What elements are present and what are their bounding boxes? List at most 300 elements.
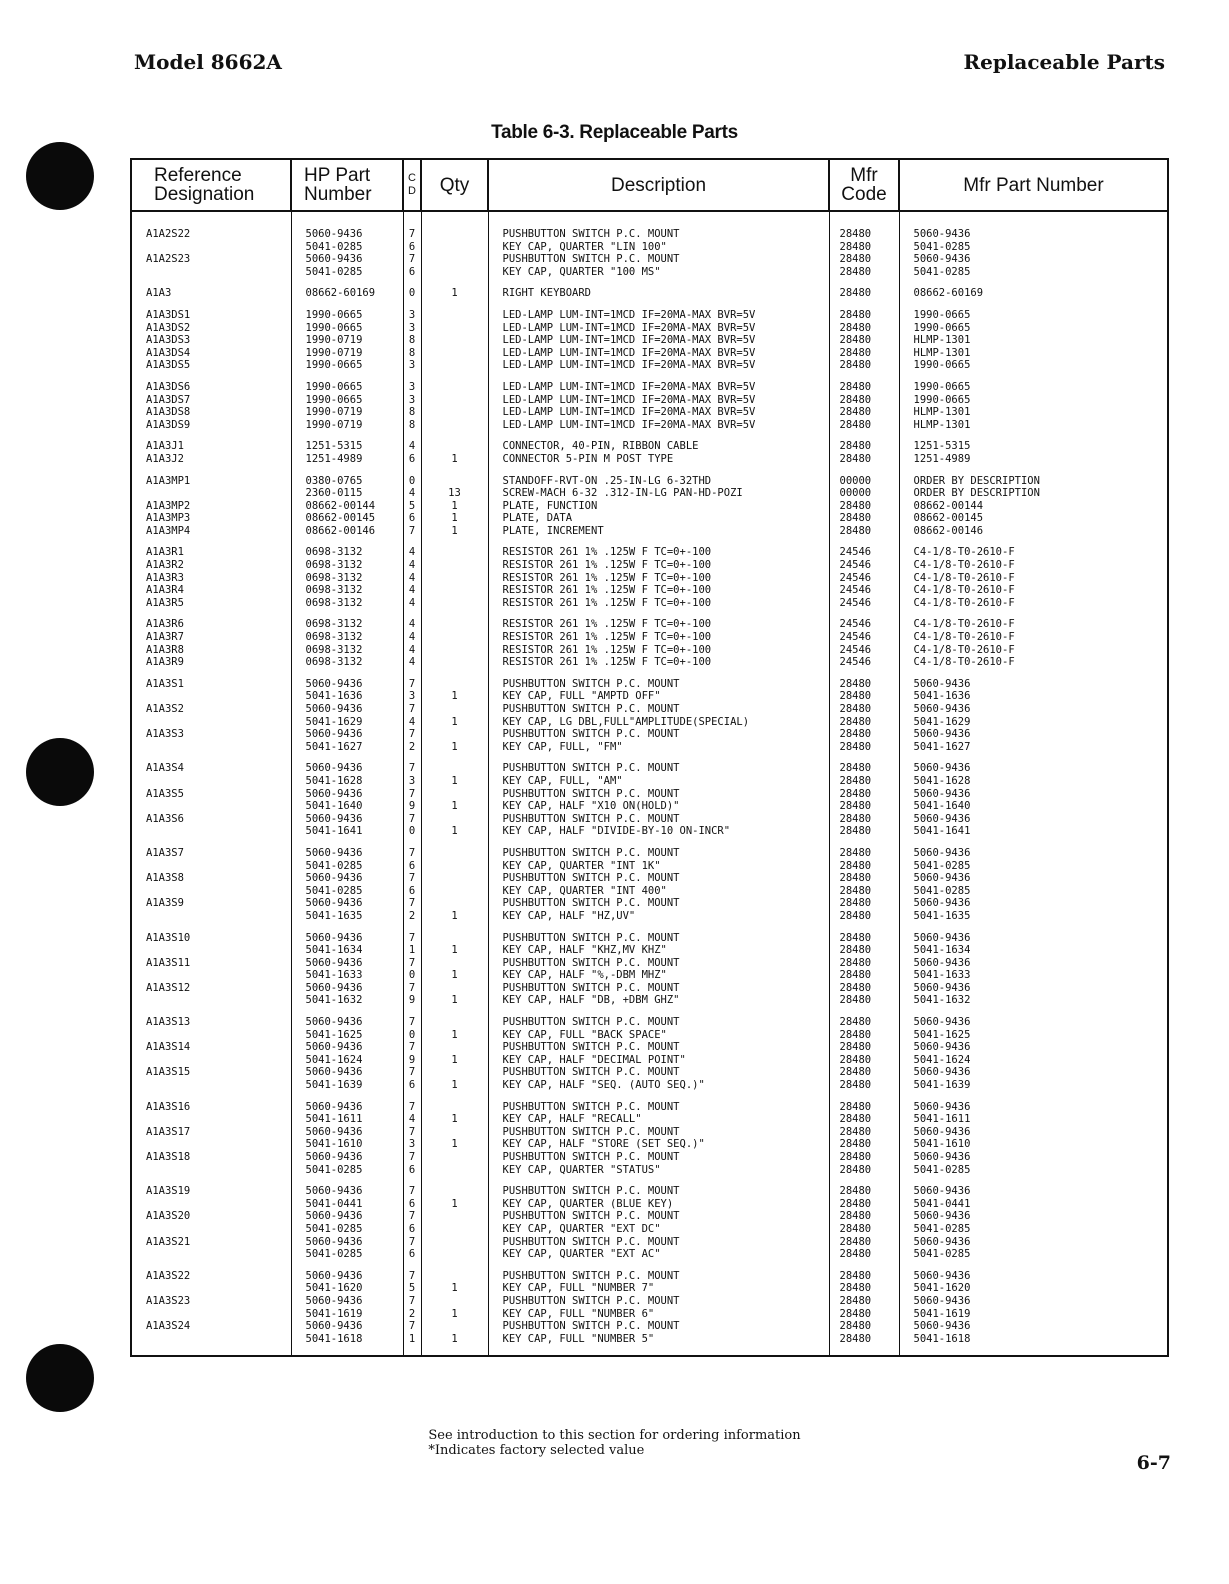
cell-mfr-part: 5060-9436 (899, 703, 1168, 716)
cell-reference: A1A3S12 (131, 982, 291, 995)
cell-mfr-part: 5060-9436 (899, 1151, 1168, 1164)
table-row (131, 525, 1168, 538)
cell-mfr-part: C4-1/8-T0-2610-F (899, 656, 1168, 669)
cell-qty: 1 (421, 1054, 488, 1067)
table-row (131, 597, 1168, 610)
cell-description: KEY CAP, HALF "HZ,UV" (488, 910, 829, 923)
table-row (131, 211, 1168, 241)
cell-reference: A1A3MP2 (131, 500, 291, 513)
cell-hp-part: 5060-9436 (291, 1066, 403, 1079)
cell-mfr-code: 28480 (829, 800, 899, 813)
cell-reference (131, 1248, 291, 1261)
cell-description: PUSHBUTTON SWITCH P.C. MOUNT (488, 838, 829, 860)
cell-mfr-part: ORDER BY DESCRIPTION (899, 466, 1168, 488)
table-row (131, 703, 1168, 716)
cell-reference (131, 1138, 291, 1151)
cell-cd: 3 (403, 1138, 421, 1151)
cell-description: KEY CAP, HALF "KHZ,MV KHZ" (488, 944, 829, 957)
cell-cd: 2 (403, 1308, 421, 1321)
cell-description: RESISTOR 261 1% .125W F TC=0+-100 (488, 559, 829, 572)
cell-cd: 6 (403, 266, 421, 279)
cell-description: KEY CAP, QUARTER "INT 400" (488, 885, 829, 898)
cell-mfr-part: HLMP-1301 (899, 347, 1168, 360)
cell-hp-part: 5041-1611 (291, 1113, 403, 1126)
cell-description: KEY CAP, HALF "RECALL" (488, 1113, 829, 1126)
cell-qty (421, 1164, 488, 1177)
cell-mfr-part: 08662-00146 (899, 525, 1168, 538)
cell-qty: 1 (421, 1308, 488, 1321)
cell-qty (421, 669, 488, 691)
cell-description: PUSHBUTTON SWITCH P.C. MOUNT (488, 897, 829, 910)
cell-hp-part: 5060-9436 (291, 813, 403, 826)
cell-reference: A1A3S18 (131, 1151, 291, 1164)
table-row (131, 512, 1168, 525)
cell-mfr-part: 5060-9436 (899, 1092, 1168, 1114)
cell-mfr-part: 5041-0285 (899, 241, 1168, 254)
cell-description: PUSHBUTTON SWITCH P.C. MOUNT (488, 872, 829, 885)
cell-mfr-code: 24546 (829, 584, 899, 597)
cell-hp-part: 0698-3132 (291, 631, 403, 644)
cell-mfr-part: 08662-60169 (899, 278, 1168, 300)
cell-mfr-part: 5060-9436 (899, 753, 1168, 775)
cell-mfr-code: 28480 (829, 1113, 899, 1126)
cell-hp-part: 08662-60169 (291, 278, 403, 300)
table-row (131, 716, 1168, 729)
cell-description: PUSHBUTTON SWITCH P.C. MOUNT (488, 982, 829, 995)
cell-qty (421, 266, 488, 279)
cell-reference: A1A3S23 (131, 1295, 291, 1308)
cell-qty: 1 (421, 278, 488, 300)
cell-reference: A1A3S10 (131, 923, 291, 945)
cell-qty (421, 1261, 488, 1283)
table-row (131, 253, 1168, 266)
cell-cd: 5 (403, 1282, 421, 1295)
header-section: Replaceable Parts (963, 50, 1165, 74)
cell-mfr-part: 5041-1628 (899, 775, 1168, 788)
cell-qty: 1 (421, 944, 488, 957)
cell-qty (421, 609, 488, 631)
cell-mfr-code: 28480 (829, 394, 899, 407)
cell-hp-part: 5060-9436 (291, 788, 403, 801)
cell-qty: 1 (421, 716, 488, 729)
cell-cd: 6 (403, 1164, 421, 1177)
cell-mfr-code: 28480 (829, 1066, 899, 1079)
cell-qty: 1 (421, 775, 488, 788)
cell-mfr-part: 5060-9436 (899, 1210, 1168, 1223)
cell-qty (421, 1066, 488, 1079)
cell-mfr-part: 5041-0285 (899, 266, 1168, 279)
table-row (131, 584, 1168, 597)
cell-mfr-code: 28480 (829, 278, 899, 300)
cell-mfr-code: 28480 (829, 1308, 899, 1321)
cell-reference: A1A3J1 (131, 431, 291, 453)
cell-mfr-part: 5041-0285 (899, 1164, 1168, 1177)
cell-reference (131, 741, 291, 754)
cell-description: PUSHBUTTON SWITCH P.C. MOUNT (488, 1261, 829, 1283)
cell-qty (421, 644, 488, 657)
cell-description: PUSHBUTTON SWITCH P.C. MOUNT (488, 923, 829, 945)
header-model: Model 8662A (134, 50, 282, 74)
cell-mfr-part: 5041-0285 (899, 1223, 1168, 1236)
cell-mfr-code: 28480 (829, 838, 899, 860)
cell-reference: A1A3S3 (131, 728, 291, 741)
cell-hp-part: 08662-00145 (291, 512, 403, 525)
cell-hp-part: 5041-1640 (291, 800, 403, 813)
table-row (131, 969, 1168, 982)
cell-mfr-part: 5041-1629 (899, 716, 1168, 729)
cell-qty: 1 (421, 1198, 488, 1211)
cell-mfr-part: 5060-9436 (899, 923, 1168, 945)
cell-cd: 0 (403, 1029, 421, 1042)
cell-reference (131, 885, 291, 898)
cell-mfr-code: 00000 (829, 487, 899, 500)
cell-qty (421, 559, 488, 572)
cell-cd: 1 (403, 1333, 421, 1357)
cell-qty: 1 (421, 1138, 488, 1151)
cell-description: KEY CAP, FULL "AMPTD OFF" (488, 690, 829, 703)
cell-description: PLATE, INCREMENT (488, 525, 829, 538)
cell-mfr-code: 28480 (829, 1041, 899, 1054)
cell-mfr-code: 28480 (829, 359, 899, 372)
cell-hp-part: 5060-9436 (291, 1236, 403, 1249)
cell-qty (421, 419, 488, 432)
cell-cd: 8 (403, 406, 421, 419)
table-row (131, 1029, 1168, 1042)
cell-mfr-code: 28480 (829, 453, 899, 466)
cell-qty (421, 1176, 488, 1198)
table-row (131, 322, 1168, 335)
cell-reference: A1A3MP3 (131, 512, 291, 525)
cell-mfr-part: 5060-9436 (899, 728, 1168, 741)
cell-cd: 7 (403, 1176, 421, 1198)
cell-cd: 7 (403, 753, 421, 775)
cell-cd: 4 (403, 609, 421, 631)
cell-cd: 7 (403, 1261, 421, 1283)
cell-reference: A1A3R6 (131, 609, 291, 631)
cell-mfr-code: 28480 (829, 957, 899, 970)
cell-mfr-part: 08662-00145 (899, 512, 1168, 525)
cell-hp-part: 5060-9436 (291, 728, 403, 741)
cell-description: PUSHBUTTON SWITCH P.C. MOUNT (488, 753, 829, 775)
footer-factory-note: *Indicates factory selected value (428, 1443, 645, 1458)
cell-hp-part: 5041-1629 (291, 716, 403, 729)
cell-qty: 1 (421, 741, 488, 754)
cell-mfr-code: 28480 (829, 512, 899, 525)
cell-reference: A1A3S13 (131, 1007, 291, 1029)
table-row (131, 1176, 1168, 1198)
cell-reference (131, 1029, 291, 1042)
cell-qty (421, 788, 488, 801)
table-row (131, 1248, 1168, 1261)
table-row (131, 1126, 1168, 1139)
cell-mfr-part: 1251-5315 (899, 431, 1168, 453)
cell-description: KEY CAP, FULL "NUMBER 6" (488, 1308, 829, 1321)
cell-description: LED-LAMP LUM-INT=1MCD IF=20MA-MAX BVR=5V (488, 300, 829, 322)
cell-hp-part: 5060-9436 (291, 1041, 403, 1054)
table-row (131, 1198, 1168, 1211)
cell-mfr-code: 28480 (829, 525, 899, 538)
table-row (131, 788, 1168, 801)
cell-reference (131, 1079, 291, 1092)
cell-cd: 4 (403, 487, 421, 500)
cell-hp-part: 5060-9436 (291, 897, 403, 910)
cell-mfr-part: 5041-1639 (899, 1079, 1168, 1092)
cell-mfr-code: 28480 (829, 372, 899, 394)
cell-qty (421, 334, 488, 347)
cell-reference (131, 910, 291, 923)
cell-description: CONNECTOR 5-PIN M POST TYPE (488, 453, 829, 466)
table-row (131, 910, 1168, 923)
cell-cd: 8 (403, 334, 421, 347)
cell-hp-part: 0698-3132 (291, 537, 403, 559)
cell-description: PUSHBUTTON SWITCH P.C. MOUNT (488, 669, 829, 691)
cell-reference: A1A3 (131, 278, 291, 300)
cell-reference: A1A3DS1 (131, 300, 291, 322)
cell-reference (131, 266, 291, 279)
cell-description: KEY CAP, HALF "SEQ. (AUTO SEQ.)" (488, 1079, 829, 1092)
cell-reference: A1A3R1 (131, 537, 291, 559)
cell-hp-part: 5041-0285 (291, 241, 403, 254)
cell-reference (131, 1223, 291, 1236)
cell-mfr-part: C4-1/8-T0-2610-F (899, 609, 1168, 631)
cell-hp-part: 5041-0285 (291, 1248, 403, 1261)
cell-cd: 7 (403, 1007, 421, 1029)
cell-cd: 4 (403, 584, 421, 597)
cell-reference (131, 1198, 291, 1211)
cell-mfr-part: 5041-1611 (899, 1113, 1168, 1126)
cell-hp-part: 5060-9436 (291, 211, 403, 241)
cell-hp-part: 0698-3132 (291, 609, 403, 631)
cell-mfr-part: 5041-1625 (899, 1029, 1168, 1042)
cell-description: PUSHBUTTON SWITCH P.C. MOUNT (488, 1092, 829, 1114)
cell-hp-part: 1990-0719 (291, 347, 403, 360)
table-row (131, 359, 1168, 372)
cell-qty: 1 (421, 1029, 488, 1042)
cell-mfr-code: 28480 (829, 1176, 899, 1198)
cell-qty (421, 982, 488, 995)
footer-ordering-note: See introduction to this section for ordering information (428, 1428, 801, 1443)
cell-description: PUSHBUTTON SWITCH P.C. MOUNT (488, 211, 829, 241)
cell-qty (421, 597, 488, 610)
cell-mfr-part: 5041-1620 (899, 1282, 1168, 1295)
cell-description: SCREW-MACH 6-32 .312-IN-LG PAN-HD-POZI (488, 487, 829, 500)
cell-qty: 1 (421, 825, 488, 838)
cell-hp-part: 5060-9436 (291, 1261, 403, 1283)
cell-description: LED-LAMP LUM-INT=1MCD IF=20MA-MAX BVR=5V (488, 359, 829, 372)
cell-hp-part: 0698-3132 (291, 656, 403, 669)
cell-hp-part: 5041-1619 (291, 1308, 403, 1321)
cell-qty (421, 1236, 488, 1249)
cell-mfr-code: 28480 (829, 910, 899, 923)
cell-mfr-part: C4-1/8-T0-2610-F (899, 597, 1168, 610)
cell-description: RESISTOR 261 1% .125W F TC=0+-100 (488, 631, 829, 644)
footer-note (0, 1428, 1229, 1458)
cell-qty (421, 703, 488, 716)
cell-hp-part: 5060-9436 (291, 753, 403, 775)
cell-hp-part: 1990-0665 (291, 372, 403, 394)
table-row (131, 741, 1168, 754)
cell-description: STANDOFF-RVT-ON .25-IN-LG 6-32THD (488, 466, 829, 488)
cell-mfr-code: 28480 (829, 419, 899, 432)
cell-qty: 1 (421, 512, 488, 525)
cell-cd: 4 (403, 597, 421, 610)
cell-hp-part: 5041-1620 (291, 1282, 403, 1295)
cell-cd: 4 (403, 537, 421, 559)
table-row (131, 394, 1168, 407)
table-row (131, 1282, 1168, 1295)
cell-mfr-code: 28480 (829, 334, 899, 347)
cell-mfr-part: 5060-9436 (899, 788, 1168, 801)
cell-hp-part: 1990-0665 (291, 394, 403, 407)
cell-cd: 9 (403, 1054, 421, 1067)
cell-description: RESISTOR 261 1% .125W F TC=0+-100 (488, 572, 829, 585)
cell-mfr-part: C4-1/8-T0-2610-F (899, 559, 1168, 572)
cell-mfr-code: 28480 (829, 813, 899, 826)
cell-mfr-part: 5041-1641 (899, 825, 1168, 838)
cell-hp-part: 08662-00146 (291, 525, 403, 538)
cell-cd: 7 (403, 1041, 421, 1054)
cell-cd: 7 (403, 1320, 421, 1333)
col-header-qty: Qty (421, 159, 488, 211)
cell-hp-part: 0698-3132 (291, 572, 403, 585)
cell-description: KEY CAP, FULL "BACK SPACE" (488, 1029, 829, 1042)
table-row (131, 334, 1168, 347)
cell-hp-part: 5060-9436 (291, 1320, 403, 1333)
cell-mfr-part: 5060-9436 (899, 253, 1168, 266)
cell-cd: 1 (403, 944, 421, 957)
cell-qty: 1 (421, 994, 488, 1007)
table-row (131, 500, 1168, 513)
cell-hp-part: 5060-9436 (291, 1007, 403, 1029)
table-row (131, 825, 1168, 838)
cell-mfr-part: 5041-1619 (899, 1308, 1168, 1321)
cell-mfr-part: 5041-1640 (899, 800, 1168, 813)
cell-cd: 7 (403, 211, 421, 241)
cell-reference: A1A3S1 (131, 669, 291, 691)
cell-reference: A1A2S22 (131, 211, 291, 241)
cell-description: KEY CAP, QUARTER "EXT DC" (488, 1223, 829, 1236)
cell-mfr-code: 28480 (829, 431, 899, 453)
binder-hole-bottom (26, 1344, 94, 1412)
cell-mfr-code: 28480 (829, 1295, 899, 1308)
cell-reference: A1A3R3 (131, 572, 291, 585)
cell-qty (421, 572, 488, 585)
cell-reference: A1A3S8 (131, 872, 291, 885)
cell-description: RIGHT KEYBOARD (488, 278, 829, 300)
cell-cd: 7 (403, 703, 421, 716)
cell-reference: A1A3R4 (131, 584, 291, 597)
table-row (131, 453, 1168, 466)
cell-cd: 4 (403, 1113, 421, 1126)
cell-reference (131, 775, 291, 788)
cell-qty (421, 241, 488, 254)
cell-cd: 3 (403, 359, 421, 372)
cell-reference: A1A3S21 (131, 1236, 291, 1249)
cell-mfr-part: 5060-9436 (899, 211, 1168, 241)
table-row (131, 1308, 1168, 1321)
cell-description: KEY CAP, HALF "X10 ON(HOLD)" (488, 800, 829, 813)
cell-reference: A1A3S6 (131, 813, 291, 826)
cell-description: PUSHBUTTON SWITCH P.C. MOUNT (488, 1295, 829, 1308)
cell-cd: 4 (403, 572, 421, 585)
cell-reference: A1A3S16 (131, 1092, 291, 1114)
cell-mfr-part: 1990-0665 (899, 322, 1168, 335)
cell-reference: A1A3MP1 (131, 466, 291, 488)
cell-cd: 2 (403, 910, 421, 923)
cell-hp-part: 5041-0285 (291, 1164, 403, 1177)
col-header-hp-part: HP Part Number (291, 159, 403, 211)
cell-description: PUSHBUTTON SWITCH P.C. MOUNT (488, 788, 829, 801)
table-row (131, 372, 1168, 394)
cell-description: KEY CAP, HALF "STORE (SET SEQ.)" (488, 1138, 829, 1151)
cell-reference (131, 487, 291, 500)
cell-mfr-part: 5060-9436 (899, 872, 1168, 885)
cell-reference: A1A3S7 (131, 838, 291, 860)
cell-mfr-code: 28480 (829, 923, 899, 945)
table-row (131, 572, 1168, 585)
cell-reference (131, 800, 291, 813)
cell-hp-part: 5060-9436 (291, 982, 403, 995)
cell-mfr-code: 24546 (829, 609, 899, 631)
cell-qty: 1 (421, 500, 488, 513)
cell-mfr-part: 5041-1610 (899, 1138, 1168, 1151)
cell-cd: 9 (403, 994, 421, 1007)
cell-cd: 7 (403, 923, 421, 945)
cell-reference: A1A3S9 (131, 897, 291, 910)
cell-hp-part: 2360-0115 (291, 487, 403, 500)
cell-qty (421, 1126, 488, 1139)
cell-hp-part: 5041-0441 (291, 1198, 403, 1211)
cell-cd: 3 (403, 775, 421, 788)
cell-qty: 1 (421, 1282, 488, 1295)
cell-hp-part: 5041-1634 (291, 944, 403, 957)
table-row (131, 800, 1168, 813)
cell-cd: 7 (403, 1295, 421, 1308)
table-row (131, 1092, 1168, 1114)
table-row (131, 838, 1168, 860)
cell-mfr-code: 24546 (829, 656, 899, 669)
cell-reference: A1A3DS5 (131, 359, 291, 372)
cell-mfr-code: 28480 (829, 716, 899, 729)
cell-mfr-part: 5060-9436 (899, 1261, 1168, 1283)
table-row (131, 1079, 1168, 1092)
cell-reference: A1A3S19 (131, 1176, 291, 1198)
table-row (131, 631, 1168, 644)
cell-reference: A1A3DS2 (131, 322, 291, 335)
cell-mfr-code: 28480 (829, 944, 899, 957)
cell-mfr-part: 5060-9436 (899, 1295, 1168, 1308)
cell-mfr-part: 5041-0285 (899, 885, 1168, 898)
cell-hp-part: 5041-0285 (291, 1223, 403, 1236)
table-row (131, 266, 1168, 279)
cell-reference: A1A3DS3 (131, 334, 291, 347)
cell-mfr-code: 28480 (829, 266, 899, 279)
table-row (131, 885, 1168, 898)
cell-hp-part: 5060-9436 (291, 1151, 403, 1164)
cell-qty (421, 753, 488, 775)
cell-mfr-code: 28480 (829, 500, 899, 513)
table-row (131, 813, 1168, 826)
cell-cd: 7 (403, 897, 421, 910)
cell-reference: A1A3S20 (131, 1210, 291, 1223)
table-row (131, 944, 1168, 957)
cell-mfr-code: 28480 (829, 753, 899, 775)
table-row (131, 669, 1168, 691)
cell-cd: 3 (403, 300, 421, 322)
cell-qty (421, 728, 488, 741)
cell-cd: 6 (403, 512, 421, 525)
table-header-row (131, 159, 1168, 211)
